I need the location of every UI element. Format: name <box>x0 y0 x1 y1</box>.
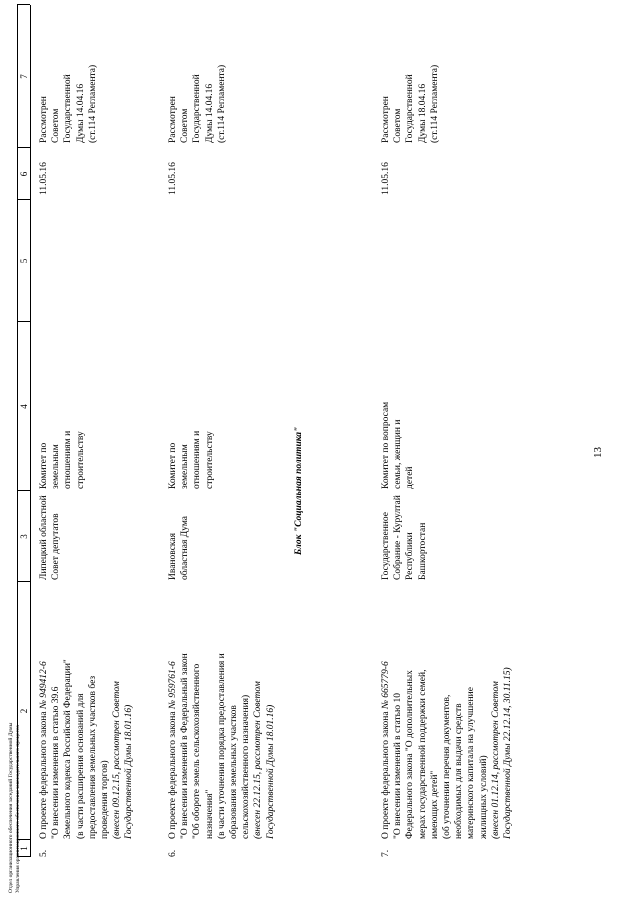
col-header-4: 4 <box>19 404 29 409</box>
col-header-1: 1 <box>19 846 29 851</box>
status-line: Советом <box>393 108 404 143</box>
body-line: образования земельных участков <box>229 705 240 839</box>
author-line: Липецкий областной <box>39 495 49 580</box>
body-line: мерах государственной поддержки семей, <box>417 669 428 839</box>
body-line: "О внесении изменений в Федеральный закон <box>180 653 191 839</box>
row-5-title <box>38 659 136 839</box>
status-line: Советом <box>51 108 62 143</box>
title-line <box>38 659 50 839</box>
footer-line-2: Управления организационного обеспечения законодательного процесса <box>15 725 21 893</box>
row-7-committee <box>380 402 417 489</box>
col-header-3: 3 <box>19 534 29 539</box>
row-5-date: 11.05.16 <box>39 162 49 195</box>
row-7-status <box>380 65 441 143</box>
committee-line: отношениям и <box>63 430 74 489</box>
row-6-number: 6. <box>168 849 178 857</box>
body-line: назначения" <box>204 789 215 839</box>
row-5-author <box>38 495 62 580</box>
status-line: (ст.114 Регламента) <box>87 64 98 143</box>
row-6-author <box>167 516 191 580</box>
status-line: Рассмотрен <box>168 96 178 143</box>
row-7-date: 11.05.16 <box>381 162 391 195</box>
committee-line: Комитет по <box>168 442 178 489</box>
row-6-status <box>167 65 228 143</box>
body-line: необходимых для выдачи средств <box>454 703 465 839</box>
body-line: сельскохозяйственного назначения) <box>241 694 252 839</box>
status-line: Рассмотрен <box>39 96 49 143</box>
row-5-number: 5. <box>39 849 49 857</box>
col-header-7: 7 <box>19 74 29 79</box>
committee-line: отношениям и <box>192 430 203 489</box>
note-line: (внесен 22.12.15, рассмотрен Советом <box>253 681 264 839</box>
body-line: имеющих детей" <box>429 770 440 839</box>
row-7-number: 7. <box>381 849 391 857</box>
note-line: (внесен 01.12.14, рассмотрен Советом <box>490 681 501 839</box>
body-line: материнского капитала на улучшение <box>466 687 477 839</box>
status-line: (ст.114 Регламента) <box>216 64 227 143</box>
header-line-top <box>17 5 18 857</box>
row-5-status <box>38 65 99 143</box>
note-line: (внесен 09.12.15, рассмотрен Советом <box>112 681 123 839</box>
status-line: Государственной <box>63 74 74 143</box>
body-line: "Об обороте земель сельскохозяйственного <box>192 663 203 839</box>
body-line: Земельного кодекса Российской Федерации" <box>63 659 74 839</box>
row-5-committee <box>38 431 87 489</box>
footer-line-1: Отдел организационного обеспечения заседаний Государственной Думы <box>8 722 14 893</box>
body-line: жилищных условий) <box>478 755 489 839</box>
status-line: Думы 14.04.16 <box>75 83 86 143</box>
committee-line: Комитет по вопросам <box>381 401 391 489</box>
author-line: Республики <box>405 532 416 580</box>
committee-line: семьи, женщин и <box>393 419 404 489</box>
status-line: (ст.114 Регламента) <box>429 64 440 143</box>
row-7-author <box>380 495 429 580</box>
row-6-date: 11.05.16 <box>168 162 178 195</box>
row-7-title <box>380 661 514 839</box>
title-line <box>167 653 179 839</box>
status-line: Государственной <box>192 74 203 143</box>
body-line: "О внесении изменений в статью 10 <box>393 693 404 839</box>
status-line: Советом <box>180 108 191 143</box>
bill-number: № 959761-6 <box>168 661 178 710</box>
note-line: Государственной Думы 18.01.16) <box>124 704 135 839</box>
author-line: Государственное <box>381 512 391 580</box>
committee-line: детей <box>405 466 416 489</box>
bill-number: № 949412-6 <box>39 661 49 710</box>
title-prefix: О проекте федерального закона <box>39 709 49 839</box>
col-header-6: 6 <box>19 171 29 177</box>
page-number: 13 <box>592 447 604 458</box>
body-line: "О внесении изменения в статью 39.6 <box>51 686 62 839</box>
title-line <box>380 661 392 839</box>
section-title: Блок "Социальная политика" <box>294 426 304 555</box>
col-header-2: 2 <box>19 708 29 714</box>
body-line: проведения торгов) <box>100 760 111 839</box>
status-line: Государственной <box>405 74 416 143</box>
committee-line: земельным <box>180 444 191 489</box>
body-line: предоставления земельных участков без <box>87 675 98 839</box>
col-header-5: 5 <box>19 258 29 264</box>
row-6-committee <box>167 431 216 489</box>
status-line: Рассмотрен <box>381 96 391 143</box>
committee-line: Комитет по <box>39 442 49 489</box>
body-line: (в части расширения оснований для <box>75 693 86 839</box>
status-line: Думы 14.04.16 <box>204 83 215 143</box>
committee-line: строительству <box>75 431 86 489</box>
author-line: Собрание - Курултай <box>393 495 404 580</box>
author-line: Совет депутатов <box>51 513 62 580</box>
bill-number: № 665779-6 <box>381 661 391 710</box>
row-6-title <box>167 653 277 839</box>
committee-line: строительству <box>204 431 215 489</box>
author-line: областная Дума <box>180 516 191 580</box>
note-line: Государственной Думы 18.01.16) <box>265 704 276 839</box>
title-prefix: О проекте федерального закона <box>168 709 178 839</box>
title-prefix: О проекте федерального закона <box>381 709 391 839</box>
body-line: (в части уточнения порядка предоставления и <box>216 653 227 839</box>
committee-line: земельным <box>51 444 62 489</box>
body-line: (об уточнении перечня документов, <box>442 694 453 839</box>
status-line: Думы 18.04.16 <box>417 83 428 143</box>
note-line: Государственной Думы 22.12.14, 30.11.15) <box>503 667 514 839</box>
body-line: Федерального закона "О дополнительных <box>405 670 416 839</box>
header-line-bottom <box>30 5 31 857</box>
author-line: Башкортостан <box>417 522 428 580</box>
author-line: Ивановская <box>168 533 178 580</box>
